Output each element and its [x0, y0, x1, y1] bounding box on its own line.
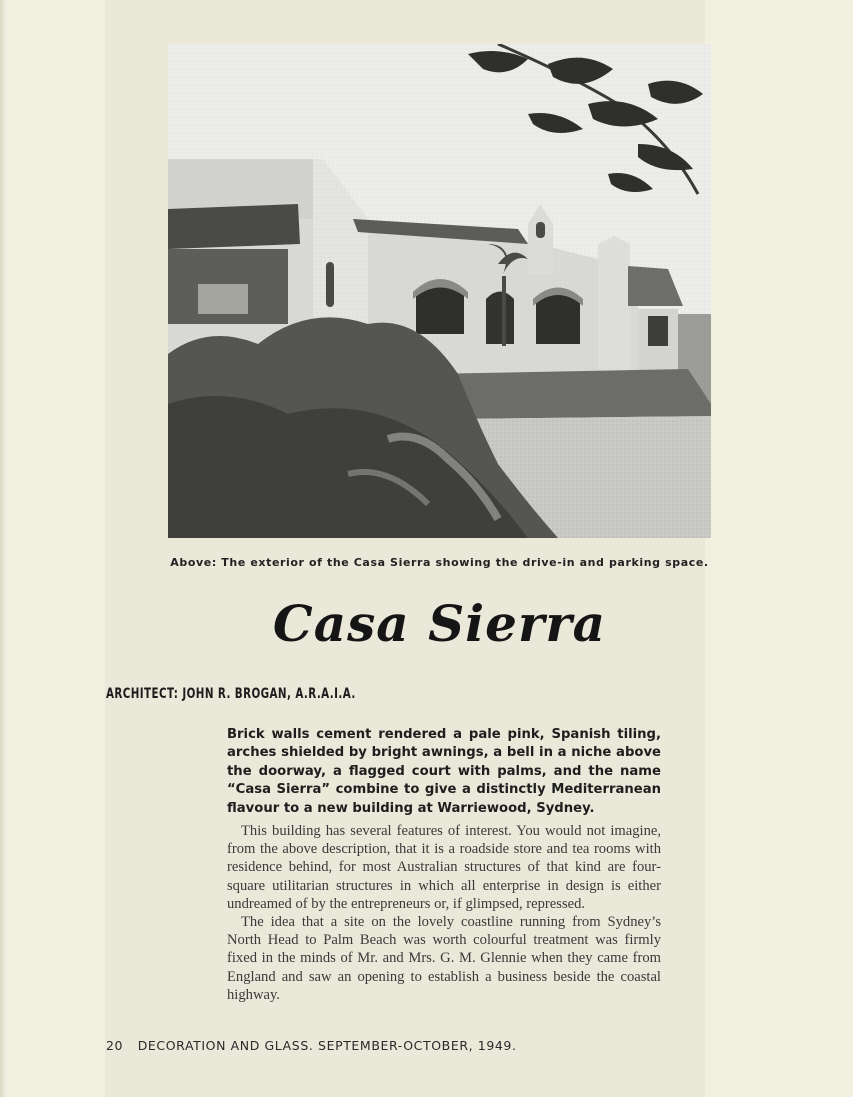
- article-title: Casa Sierra: [272, 594, 607, 653]
- building-illustration: [168, 44, 711, 538]
- publication-name: DECORATION AND GLASS.: [137, 1038, 314, 1053]
- page-number: 20: [106, 1038, 124, 1053]
- page-footer: [106, 1038, 517, 1053]
- building-photo: [168, 44, 711, 538]
- issue-date: SEPTEMBER-OCTOBER, 1949.: [318, 1038, 517, 1053]
- lead-paragraph: Brick walls cement rendered a pale pink, Spanish tiling, arches shielded by bright awnings, a bell in a niche above the doorway, a flagged court with palms, and the name “Casa Sierra” combine to give a distinctly Mediterranean flavour to a new building at Warriewood, Sydney.: [227, 727, 661, 816]
- article-body: [227, 726, 661, 1004]
- architect-credit: ARCHITECT: JOHN R. BROGAN, A.R.A.I.A.: [106, 686, 356, 702]
- body-paragraph: The idea that a site on the lovely coastline running from Sydney’s North Head to Palm Beach was worth colourful treatment was firmly fixed in the minds of Mr. and Mrs. G. M. Glennie when they came from England and saw an opening to establish a business beside the coastal highway.: [227, 914, 661, 1003]
- body-paragraph: This building has several features of interest. You would not imagine, from the above description, that it is a roadside store and tea rooms with residence behind, for most Australian structures of that kind are four-square utilitarian structures in which all enterprise in design is either undreamed of by the entrepreneurs or, if glimpsed, repressed.: [227, 823, 661, 912]
- page-edge: [0, 0, 6, 1097]
- photo-caption: Above: The exterior of the Casa Sierra showing the drive-in and parking space.: [170, 556, 709, 569]
